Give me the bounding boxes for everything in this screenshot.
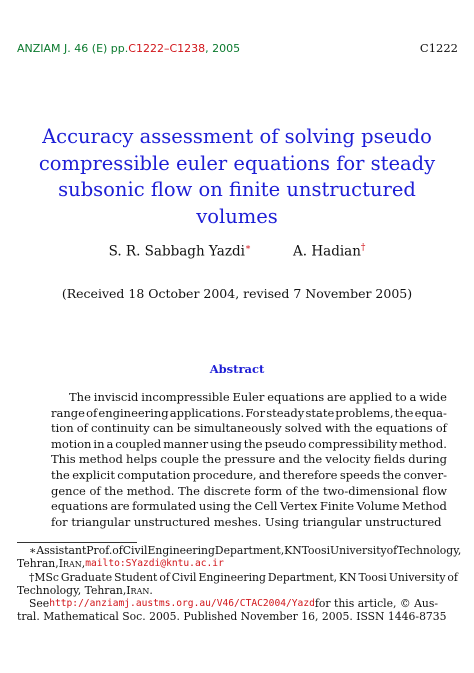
abstract-word: wide — [419, 390, 447, 404]
footnote-word: Department, — [267, 570, 338, 584]
author-name: S. R. Sabbagh Yazdi — [108, 243, 245, 260]
footnote-country: Iran — [126, 583, 150, 597]
abstract-word: the — [353, 421, 373, 436]
footnote-word: †MSc — [29, 570, 59, 584]
footnote-word: Graduate — [60, 570, 113, 584]
abstract-word: explicit — [72, 467, 115, 482]
footnote-word: Toosi — [358, 570, 387, 584]
abstract-word: For — [245, 405, 266, 420]
abstract-line — [51, 390, 447, 406]
abstract-word: The — [69, 390, 91, 404]
abstract-line — [51, 421, 447, 437]
abstract-word: the — [394, 405, 414, 420]
footnote-word: ∗Assistant — [29, 544, 87, 557]
abstract-word: computation — [117, 467, 191, 482]
journal-citation — [17, 42, 240, 55]
abstract-word: the — [104, 483, 124, 498]
footnote-text: See — [29, 597, 50, 611]
page-range-link[interactable]: C1222–C1238 — [128, 42, 206, 55]
abstract-heading: Abstract — [209, 362, 265, 376]
footnote-line — [17, 571, 458, 584]
footnote-line — [17, 557, 458, 570]
footnote-word: University — [388, 570, 446, 584]
article-url-link[interactable]: http://anziamj.austms.org.au/V46/CTAC2004/Yazd — [49, 598, 315, 610]
author — [109, 243, 251, 260]
abstract-line — [51, 452, 447, 468]
abstract-word: fields — [373, 452, 406, 467]
abstract-word: formulated — [132, 499, 197, 514]
abstract-word: of — [86, 405, 98, 420]
abstract-word: are — [110, 499, 130, 514]
abstract-word: method. — [126, 483, 175, 498]
abstract-word: conver- — [403, 467, 447, 482]
received-date: (Received 18 October 2004, revised 7 November 2005) — [61, 286, 413, 301]
abstract-line — [51, 499, 447, 515]
footnote-line: tral. Mathematical Soc. 2005. Published November 16, 2005. ISSN 1446-8735 — [17, 610, 447, 624]
paper-title — [30, 124, 444, 230]
abstract-word: of — [435, 421, 447, 436]
abstract-word: steady — [266, 405, 305, 420]
abstract-word: using — [198, 499, 231, 514]
abstract-word: range — [51, 405, 85, 420]
author — [293, 243, 365, 260]
footnote-word: KN — [339, 570, 357, 584]
abstract-word: applications. — [169, 405, 245, 420]
running-header — [17, 41, 458, 55]
abstract-word: Euler — [232, 390, 265, 404]
footnote-word: Technology, — [397, 544, 462, 557]
footnote-word: Engineering — [147, 544, 215, 557]
abstract-word: manner — [163, 436, 209, 451]
abstract-word: equations — [51, 499, 108, 514]
footnote-mark-link[interactable]: ∗ — [244, 243, 252, 253]
abstract-line: for triangular unstructured meshes. Using triangular unstructured — [51, 514, 442, 529]
page-number: C1222 — [419, 41, 458, 55]
footnote-mark-link[interactable]: † — [360, 243, 366, 253]
abstract-word: therefore — [282, 467, 338, 482]
abstract-word: flow — [422, 483, 447, 498]
footnote-word: University — [330, 544, 387, 557]
abstract-word: couple — [160, 452, 199, 467]
abstract-line — [51, 437, 447, 453]
journal-name: ANZIAM J. 46 (E) pp. — [17, 42, 129, 55]
footnote-line — [17, 597, 458, 610]
abstract-word: are — [327, 390, 347, 404]
footnote-word: of — [159, 570, 170, 584]
abstract-word: using — [210, 436, 242, 451]
title-line: Accuracy assessment of solving pseudo — [42, 125, 432, 148]
abstract-word: discrete — [203, 483, 251, 498]
abstract-word: procedure, — [192, 467, 257, 482]
abstract-word: This — [51, 452, 76, 467]
footnote-line — [17, 584, 458, 597]
abstract-word: problems, — [335, 405, 394, 420]
abstract-word: method. — [399, 436, 447, 451]
abstract-word: simultaneously — [193, 421, 282, 436]
abstract-word: during — [408, 452, 447, 467]
abstract-word: form — [254, 483, 282, 498]
abstract-word: helps — [126, 452, 158, 467]
abstract-word: compressibility — [308, 436, 398, 451]
footnote-word: Prof. — [86, 544, 113, 557]
abstract-word: equations — [375, 421, 433, 436]
author-name: A. Hadian — [293, 243, 361, 260]
abstract-body — [51, 390, 447, 530]
abstract-word: Vertex — [279, 499, 318, 514]
footnote-word: Engineering — [198, 570, 266, 584]
footnote-word: Civil — [122, 544, 148, 557]
abstract-word: can — [152, 421, 174, 436]
title-line: compressible euler equations for steady — [38, 151, 436, 175]
abstract-word: of — [285, 483, 297, 498]
abstract-word: a — [106, 436, 114, 451]
abstract-word: the — [303, 452, 323, 467]
abstract-word: equations — [267, 390, 325, 404]
abstract-word: Volume — [356, 499, 400, 514]
abstract-word: applied — [349, 390, 393, 404]
abstract-word: motion — [51, 436, 92, 451]
footnote-country: Iran — [58, 557, 82, 571]
abstract-word: The — [178, 483, 200, 498]
abstract-word: state — [305, 405, 335, 420]
abstract-word: the — [300, 483, 320, 498]
footnote-word: KN — [284, 544, 302, 557]
footnote-text: for this article, © Aus- — [314, 597, 439, 611]
abstract-word: Cell — [254, 499, 278, 514]
abstract-word: continuity — [91, 421, 150, 436]
footnote-word: Department, — [214, 544, 285, 557]
abstract-word: the — [202, 452, 222, 467]
abstract-word: equa- — [414, 405, 447, 420]
footnote-text: . — [149, 583, 153, 597]
footnote-word: of — [447, 570, 458, 584]
abstract-word: in — [93, 436, 105, 451]
footnote-word: of — [112, 544, 123, 557]
abstract-word: and — [258, 467, 281, 482]
abstract-word: solved — [284, 421, 322, 436]
abstract-word: tion — [51, 421, 74, 436]
abstract-word: pseudo — [264, 436, 307, 451]
abstract-word: the — [243, 436, 263, 451]
abstract-word: a — [409, 390, 417, 404]
abstract-word: of — [89, 483, 101, 498]
abstract-word: two-dimensional — [322, 483, 419, 498]
abstract-word: coupled — [115, 436, 162, 451]
footnote-text: , — [81, 557, 86, 571]
journal-year: , 2005 — [205, 42, 241, 55]
abstract-word: engineering — [98, 405, 169, 420]
abstract-word: the — [233, 499, 252, 514]
abstract-word: speeds — [339, 467, 380, 482]
abstract-word: Finite — [319, 499, 355, 514]
abstract-word: method — [78, 452, 123, 467]
footnote-word: of — [386, 544, 398, 557]
author-list — [0, 243, 474, 260]
abstract-word: of — [76, 421, 88, 436]
abstract-line — [51, 484, 447, 500]
abstract-word: the — [382, 467, 402, 482]
abstract-word: incompressible — [141, 390, 230, 404]
abstract-line — [51, 406, 447, 422]
abstract-word: gence — [51, 483, 86, 498]
footnote-text: Technology, Tehran, — [17, 583, 127, 597]
abstract-word: Method — [402, 499, 447, 514]
footnote-word: Student — [114, 570, 158, 584]
abstract-word: to — [395, 390, 407, 404]
abstract-word: inviscid — [93, 390, 139, 404]
footnote-word: Civil — [171, 570, 197, 584]
abstract-line — [51, 468, 447, 484]
footnote-word: Toosi — [301, 544, 331, 557]
abstract-word: with — [325, 421, 351, 436]
abstract-word: the — [51, 467, 70, 482]
footnote-text: Tehran, — [17, 557, 59, 571]
abstract-word: pressure — [224, 452, 276, 467]
abstract-word: and — [278, 452, 301, 467]
footnote-line — [17, 544, 462, 557]
abstract-word: velocity — [325, 452, 371, 467]
author-email-link[interactable]: mailto:SYazdi@kntu.ac.ir — [85, 558, 224, 570]
abstract-word: be — [176, 421, 191, 436]
footnotes — [17, 544, 462, 624]
footnote-rule — [17, 542, 137, 543]
title-line: subsonic flow on finite unstructured volumes — [58, 178, 416, 228]
